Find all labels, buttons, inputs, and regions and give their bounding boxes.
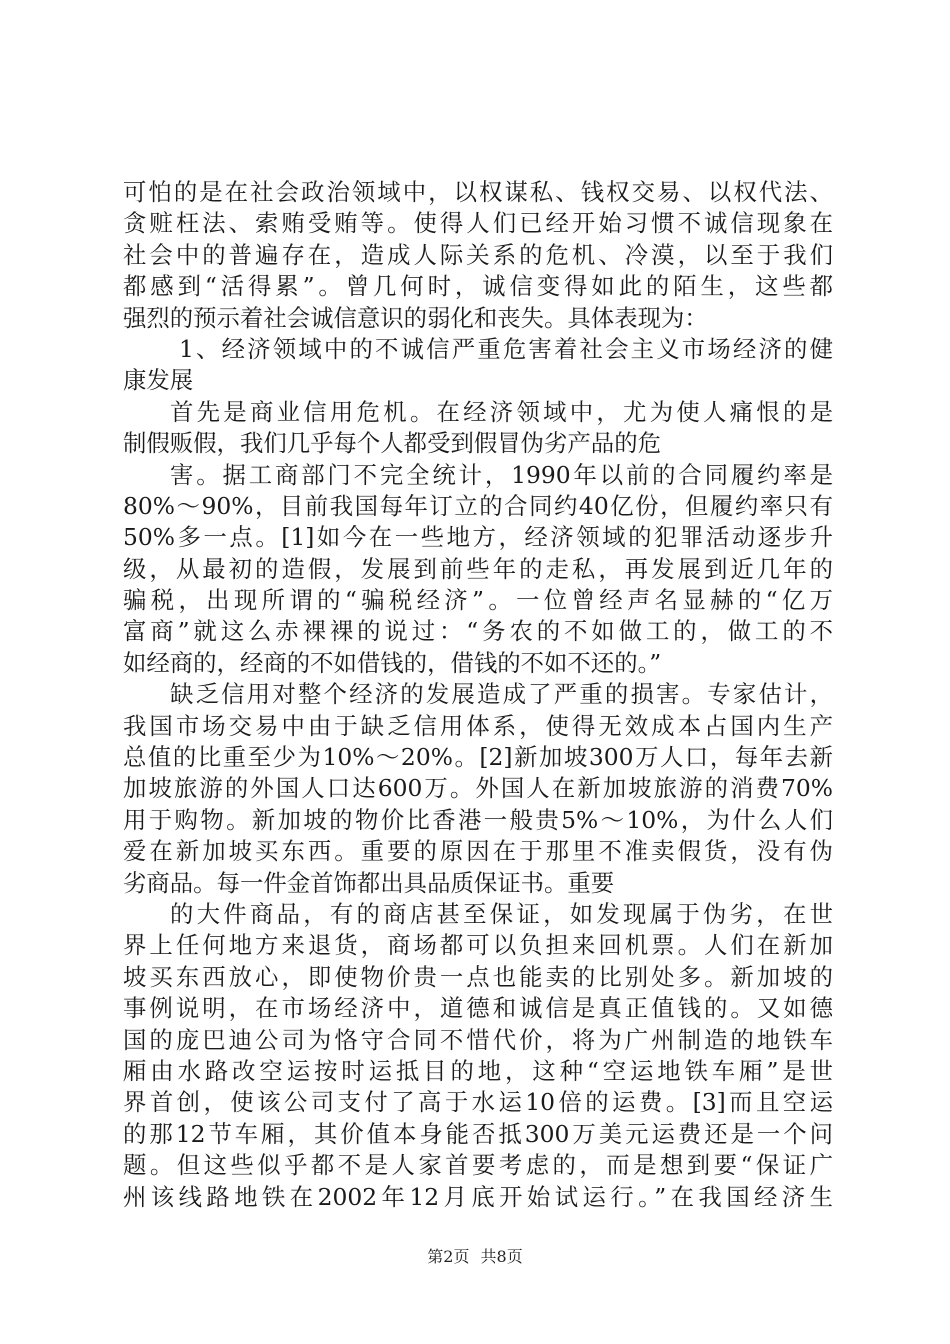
text-line: 的大件商品，有的商店甚至保证，如发现属于伪劣，在世: [170, 899, 833, 928]
text-line: 社会中的普遍存在，造成人际关系的危机、冷漠，以至于我们: [123, 240, 833, 269]
text-line: 总值的比重至少为10%～20%。[2]新加坡300万人口，每年去新: [123, 743, 833, 772]
text-line: 如经商的，经商的不如借钱的，借钱的不如不还的。”: [123, 648, 662, 677]
page-total: 共8页: [480, 1247, 523, 1266]
text-line: 1、经济领域中的不诚信严重危害着社会主义市场经济的健: [179, 334, 833, 363]
text-line: 害。据工商部门不完全统计，1990年以前的合同履约率是: [170, 460, 833, 489]
text-line: 国的庞巴迪公司为恪守合同不惜代价，将为广州制造的地铁车: [123, 1025, 833, 1054]
text-line: 用于购物。新加坡的物价比香港一般贵5%～10%，为什么人们: [123, 805, 833, 834]
text-line: 我国市场交易中由于缺乏信用体系，使得无效成本占国内生产: [123, 711, 833, 740]
text-line: 强烈的预示着社会诚信意识的弱化和丧失。具体表现为：: [123, 303, 708, 332]
text-line: 都感到“活得累”。曾几何时，诚信变得如此的陌生，这些都: [123, 272, 833, 301]
text-line: 厢由水路改空运按时运抵目的地，这种“空运地铁车厢”是世: [123, 1056, 833, 1085]
text-line: 题。但这些似乎都不是人家首要考虑的，而是想到要“保证广: [123, 1151, 833, 1180]
text-line: 贪赃枉法、索贿受贿等。使得人们已经开始习惯不诚信现象在: [123, 209, 833, 238]
text-line: 可怕的是在社会政治领域中，以权谋私、钱权交易、以权代法、: [123, 178, 833, 206]
text-line: 骗税，出现所谓的“骗税经济”。一位曾经声名显赫的“亿万: [123, 586, 833, 615]
text-line: 事例说明，在市场经济中，道德和诚信是真正值钱的。又如德: [123, 994, 833, 1023]
text-line: 级，从最初的造假，发展到前些年的走私，再发展到近几年的: [123, 554, 833, 583]
text-line: 富商”就这么赤裸裸的说过：“务农的不如做工的，做工的不: [123, 617, 833, 646]
text-line: 康发展: [123, 366, 194, 395]
text-line: 加坡旅游的外国人口达600万。外国人在新加坡旅游的消费70%: [123, 774, 833, 803]
text-line: 80%～90%，目前我国每年订立的合同约40亿份，但履约率只有: [123, 491, 833, 520]
text-line: 界首创，使该公司支付了高于水运10倍的运费。[3]而且空运: [123, 1088, 833, 1117]
text-line: 劣商品。每一件金首饰都出具品质保证书。重要: [123, 868, 615, 897]
text-line: 50%多一点。[1]如今在一些地方，经济领域的犯罪活动逐步升: [123, 523, 833, 552]
text-line: 州该线路地铁在2002年12月底开始试运行。”在我国经济生: [123, 1182, 833, 1211]
text-line: 制假贩假，我们几乎每个人都受到假冒伪劣产品的危: [123, 429, 661, 458]
text-line: 的那12节车厢，其价值本身能否抵300万美元运费还是一个问: [123, 1119, 833, 1148]
text-line: 缺乏信用对整个经济的发展造成了严重的损害。专家估计，: [170, 680, 833, 709]
text-line: 坡买东西放心，即使物价贵一点也能卖的比别处多。新加坡的: [123, 962, 833, 991]
page-number: 第2页: [427, 1247, 470, 1266]
document-body: [123, 177, 833, 1213]
text-line: 首先是商业信用危机。在经济领域中，尤为使人痛恨的是: [170, 397, 833, 426]
text-line: 爱在新加坡买东西。重要的原因在于那里不准卖假货，没有伪: [123, 837, 833, 866]
text-line: 界上任何地方来退货，商场都可以负担来回机票。人们在新加: [123, 931, 833, 960]
page-footer: [0, 1244, 950, 1267]
